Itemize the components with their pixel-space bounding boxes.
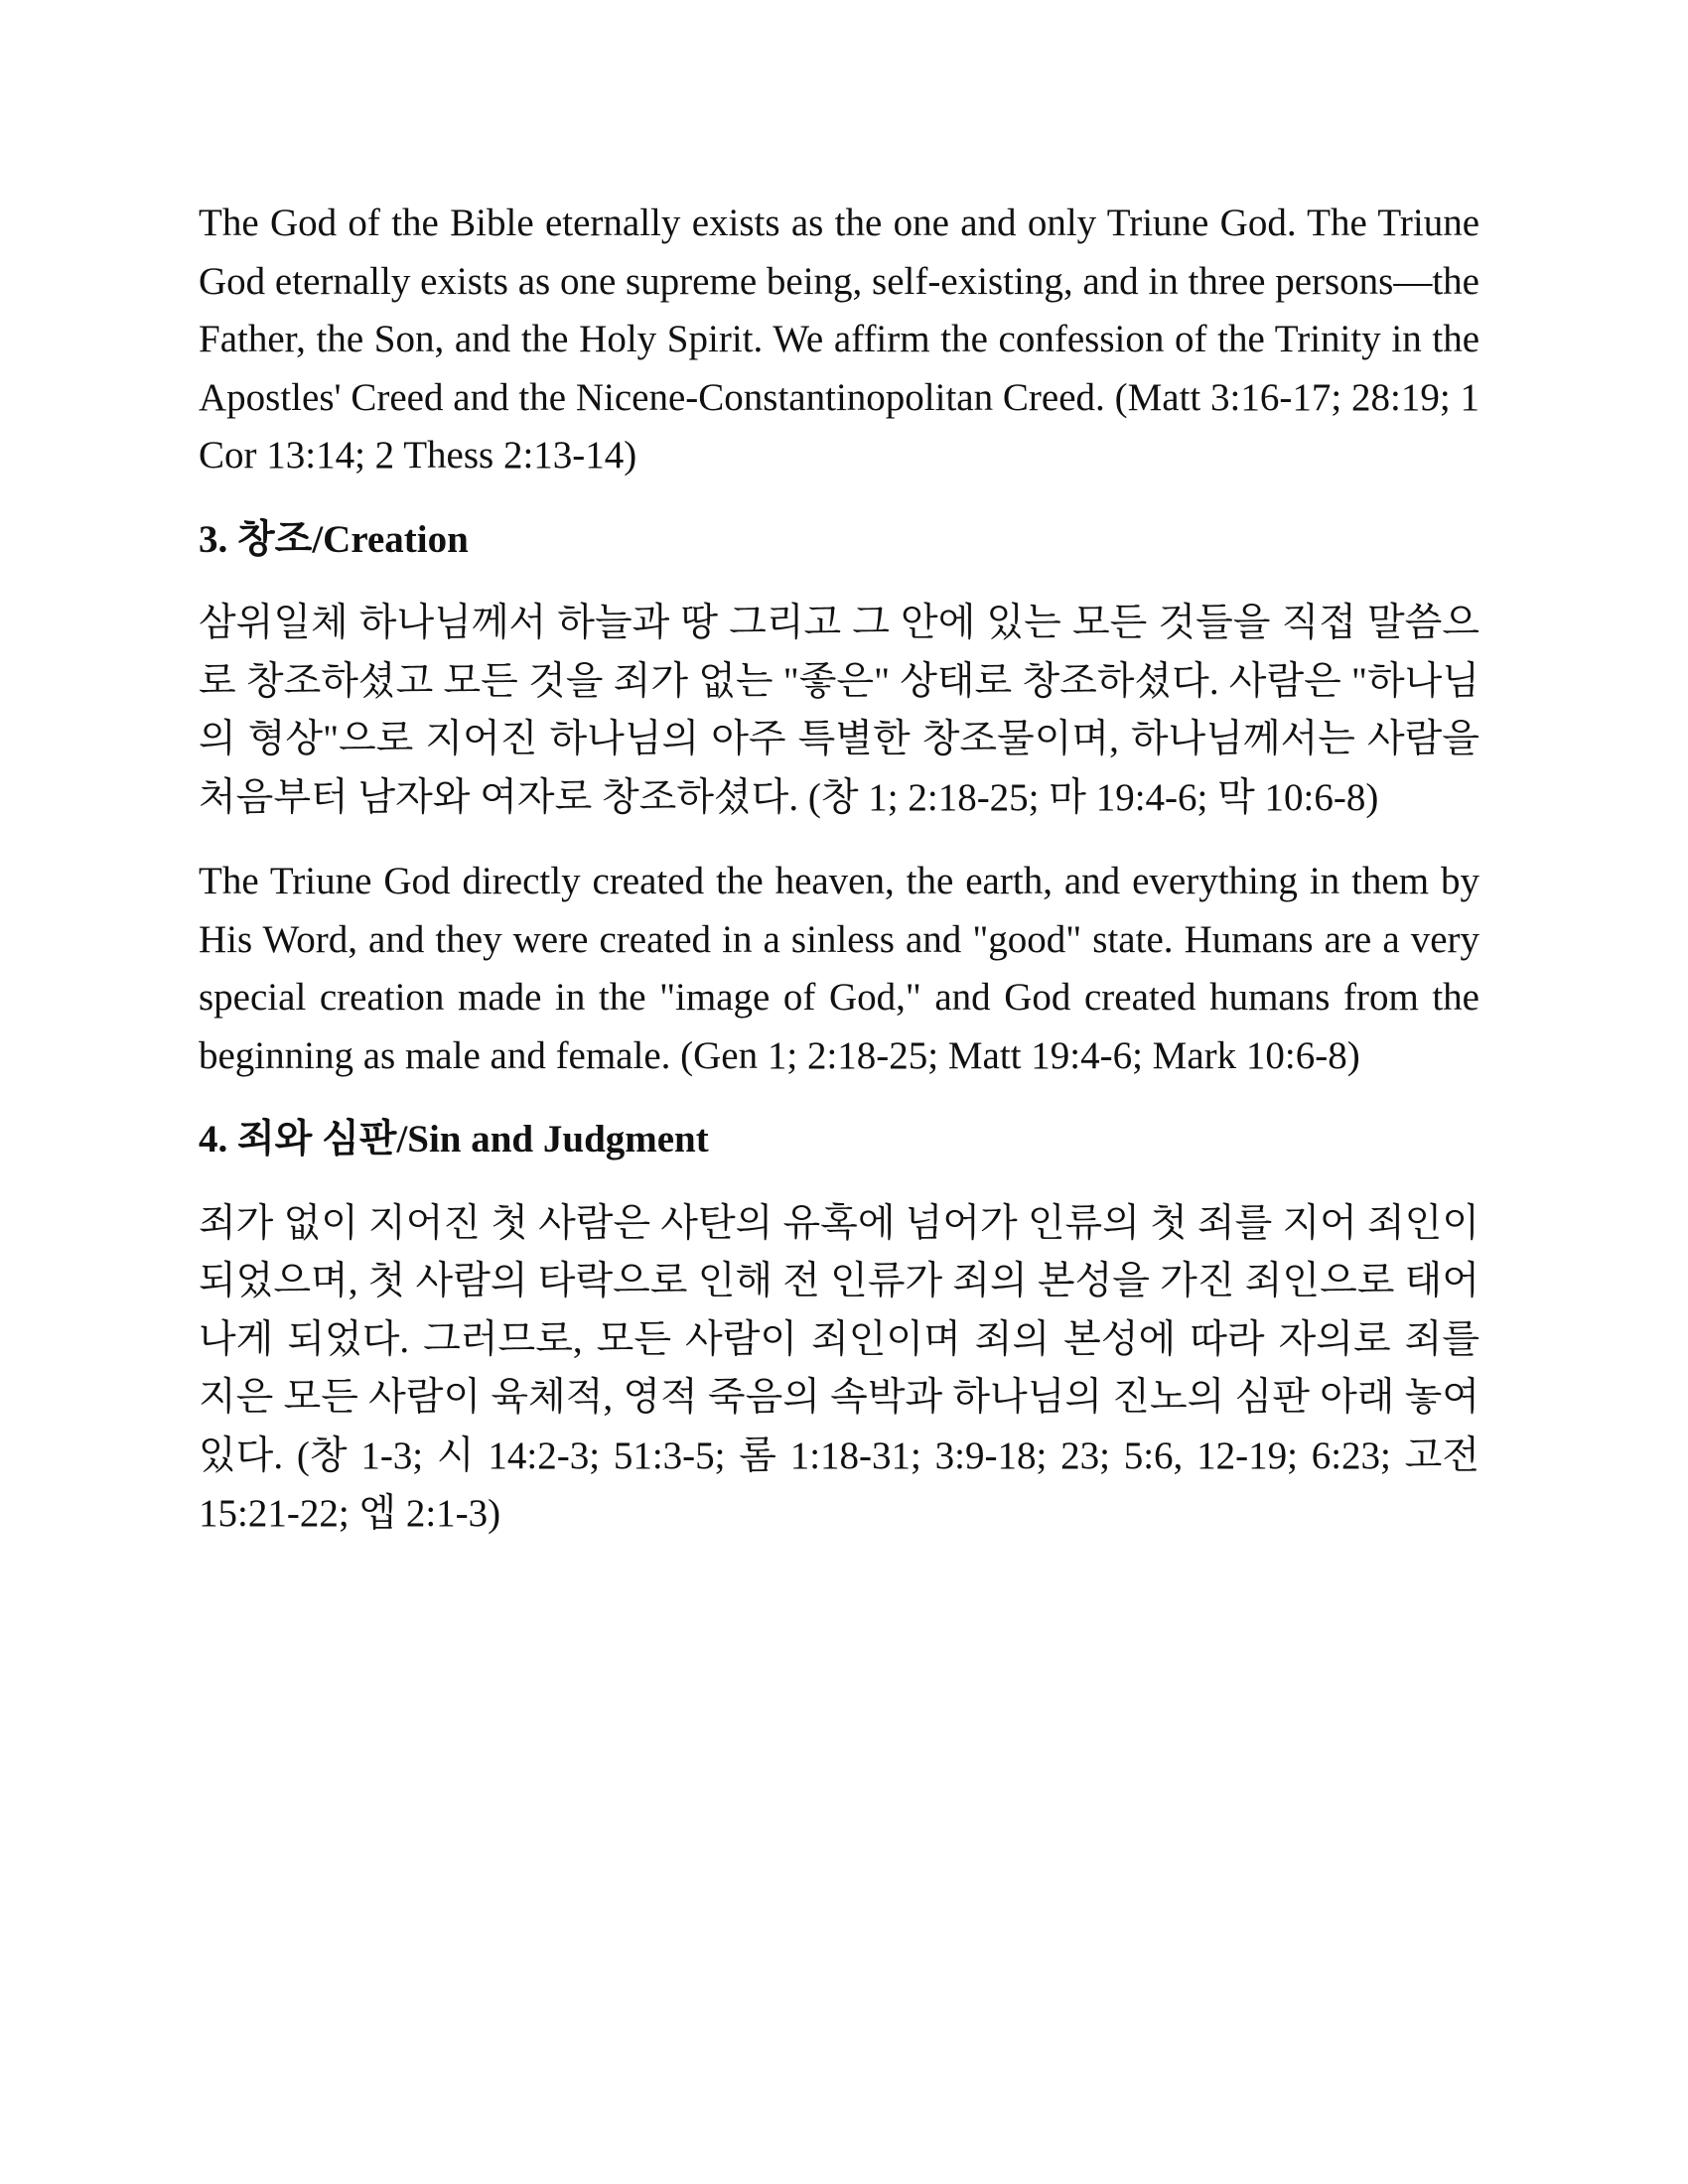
trinity-paragraph-en: The God of the Bible eternally exists as the one and only Triune God. The Triune God eternally exists as one supreme being, self-existing, and in three persons—the Father, the Son, and the Holy Spirit. We affirm the confession of the Trinity in the Apostles' Creed and the Nicene-Constantinopolitan Creed. (Matt 3:16-17; 28:19; 1 Cor 13:14; 2 Thess 2:13-14) — [199, 202, 1479, 477]
creation-paragraph-ko: 삼위일체 하나님께서 하늘과 땅 그리고 그 안에 있는 모든 것들을 직접 말씀으로 창조하셨고 모든 것을 죄가 없는 "좋은" 상태로 창조하셨다. 사람은 "하나님의 형상"으로 지어진 하나님의 아주 특별한 창조물이며, 하나님께서는 사람을 처음부터 남자와 여자로 창조하셨다. (창 1; 2:18-25; 마 19:4-6; 막 10:6-8) — [199, 602, 1479, 819]
sin-judgment-paragraph-ko: 죄가 없이 지어진 첫 사람은 사탄의 유혹에 넘어가 인류의 첫 죄를 지어 죄인이 되었으며, 첫 사람의 타락으로 인해 전 인류가 죄의 본성을 가진 죄인으로 태어나게 되었다. 그러므로, 모든 사람이 죄인이며 죄의 본성에 따라 자의로 죄를 지은 모든 사람이 육체적, 영적 죽음의 속박과 하나님의 진노의 심판 아래 놓여 있다. (창 1-3; 시 14:2-3; 51:3-5; 롬 1:18-31; 3:9-18; 23; 5:6, 12-19; 6:23; 고전 15:21-22; 엡 2:1-3) — [199, 1201, 1479, 1535]
creation-paragraph-en: The Triune God directly created the heaven, the earth, and everything in them by His Word, and they were created in a sinless and "good" state. Humans are a very special creation made in the "image of God," and God created humans from the beginning as male and female. (Gen 1; 2:18-25; Matt 19:4-6; Mark 10:6-8) — [199, 860, 1479, 1077]
section-heading-creation: 3. 창조/Creation — [199, 517, 469, 561]
section-heading-sin-judgment: 4. 죄와 심판/Sin and Judgment — [199, 1118, 709, 1160]
document-page — [199, 195, 1479, 1570]
